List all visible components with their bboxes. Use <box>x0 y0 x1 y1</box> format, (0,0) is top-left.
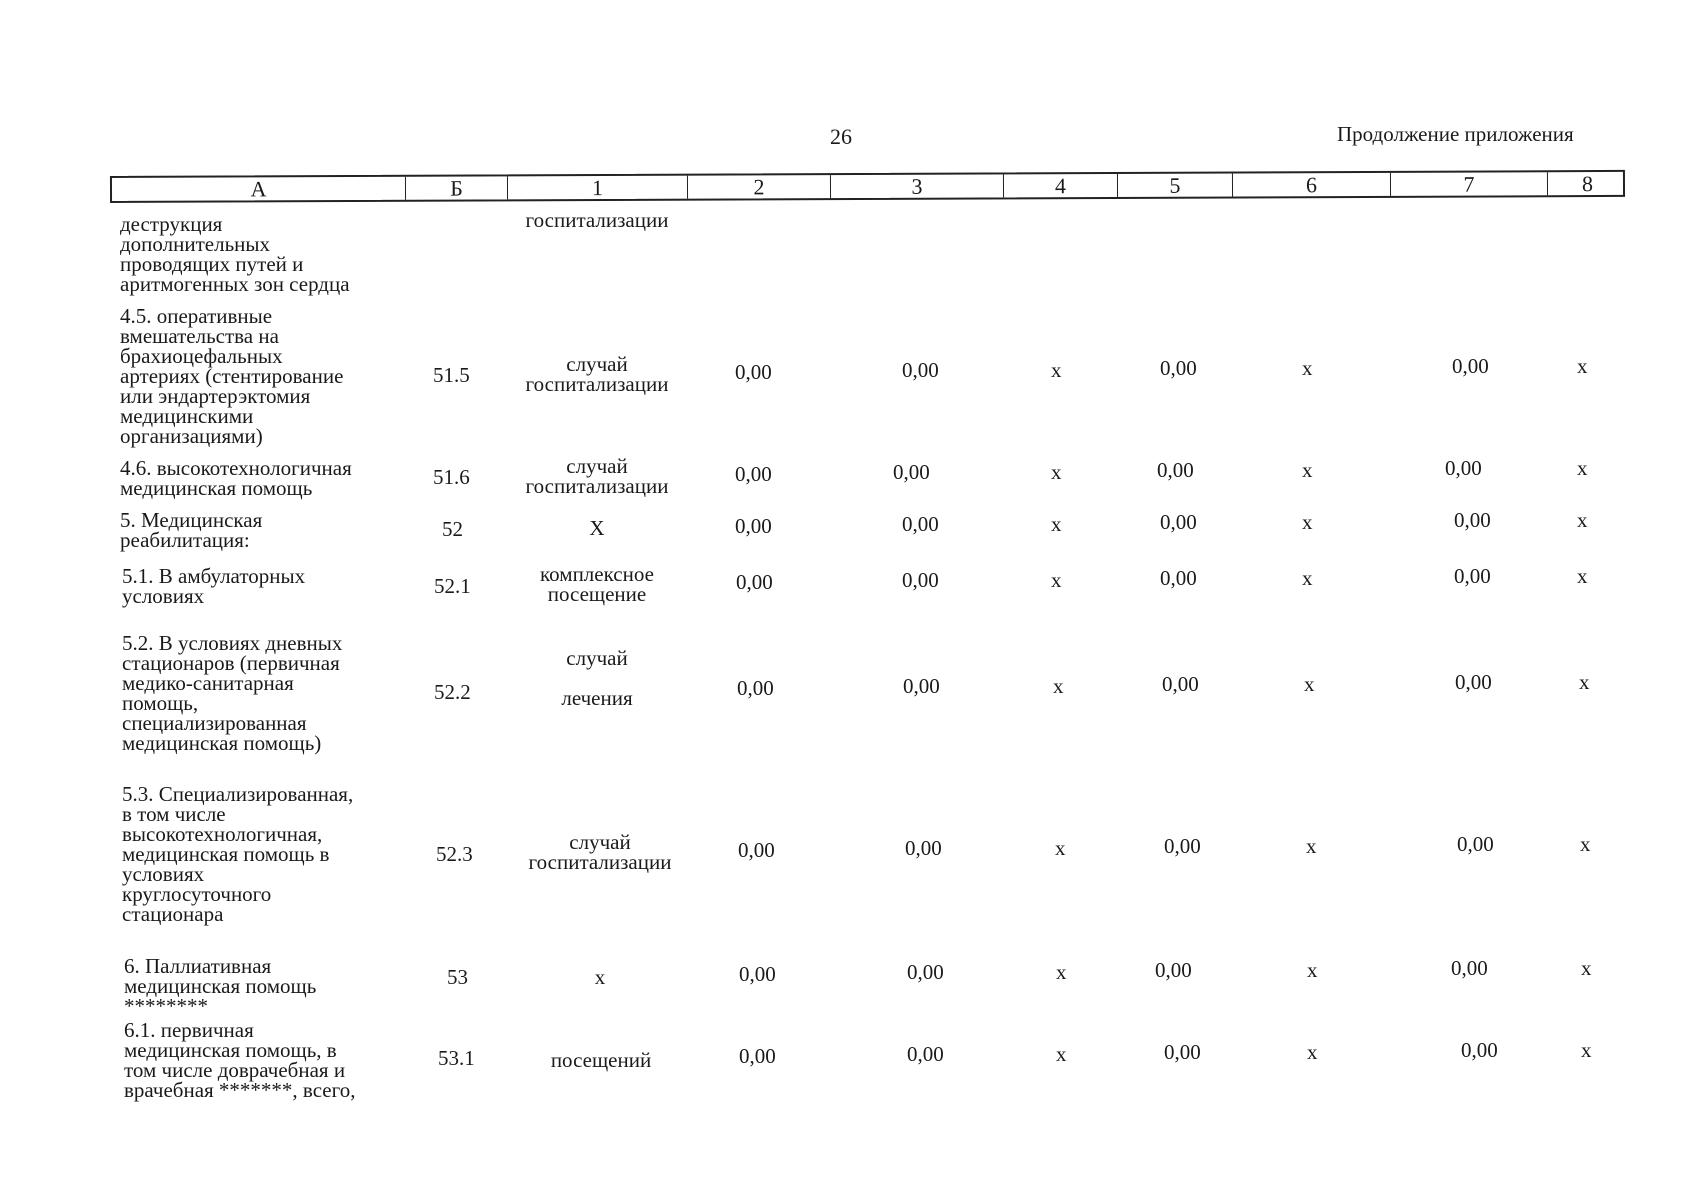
row-unit: случай лечения <box>561 646 633 710</box>
row-col-7: 0,00 <box>1451 956 1488 980</box>
row-col-5: 0,00 <box>1160 566 1197 590</box>
row-col-2: 0,00 <box>737 676 774 700</box>
row-code: 51.6 <box>433 465 470 489</box>
row-label: 5.2. В условиях дневных стационаров (первичная медико-санитарная помощь, специализированная медицинская помощь) <box>122 631 343 755</box>
row-label: 5. Медицинская реабилитация: <box>120 508 263 552</box>
row-label: 4.6. высокотехнологичная медицинская помощь <box>120 456 352 500</box>
row-unit: комплексное посещение <box>540 562 654 606</box>
header-cell-2: 2 <box>687 175 830 199</box>
row-col-5: 0,00 <box>1162 672 1199 696</box>
row-code: 52.2 <box>434 680 471 704</box>
row-col-8: х <box>1577 564 1588 588</box>
row-col-7: 0,00 <box>1461 1038 1498 1062</box>
row-col-5: 0,00 <box>1157 458 1194 482</box>
row-unit: случай госпитализации <box>525 352 669 396</box>
row-col-7: 0,00 <box>1457 832 1494 856</box>
row-code: 53.1 <box>438 1046 475 1070</box>
row-col-3: 0,00 <box>902 358 939 382</box>
row-col-7: 0,00 <box>1452 354 1489 378</box>
header-cell-a: А <box>250 175 267 201</box>
row-col-6: х <box>1302 458 1313 482</box>
row-col-6: х <box>1306 834 1317 858</box>
row-col-5: 0,00 <box>1160 510 1197 534</box>
row-label: 6.1. первичная медицинская помощь, в том числе доврачебная и врачебная *******, всего, <box>124 1018 356 1102</box>
header-cell-1: 1 <box>507 176 687 200</box>
row-col-8: х <box>1581 1038 1592 1062</box>
row-col-7: 0,00 <box>1455 670 1492 694</box>
row-unit: случай госпитализации <box>525 454 669 498</box>
row-col-3: 0,00 <box>907 1042 944 1066</box>
row-label: 5.3. Специализированная, в том числе высокотехнологичная, медицинская помощь в условиях круглосуточного стационара <box>122 782 354 926</box>
row-col-4: х <box>1055 836 1066 860</box>
header-cell-8: 8 <box>1547 172 1627 195</box>
row-col-4: х <box>1053 674 1064 698</box>
row-col-4: х <box>1051 512 1062 536</box>
row-label: деструкция дополнительных проводящих путей и аритмогенных зон сердца <box>120 212 350 296</box>
row-col-2: 0,00 <box>735 360 772 384</box>
row-col-7: 0,00 <box>1445 456 1482 480</box>
row-col-4: х <box>1051 460 1062 484</box>
row-col-4: х <box>1056 960 1067 984</box>
row-col-6: х <box>1302 356 1313 380</box>
row-col-6: х <box>1307 958 1318 982</box>
row-code: 52 <box>442 517 463 541</box>
row-col-6: х <box>1307 1040 1318 1064</box>
header-cell-3: 3 <box>830 174 1003 198</box>
row-col-5: 0,00 <box>1164 1040 1201 1064</box>
row-unit: х <box>594 965 606 989</box>
row-unit: госпитализации <box>525 208 669 232</box>
row-col-7: 0,00 <box>1454 508 1491 532</box>
row-label: 4.5. оперативные вмешательства на брахиоцефальных артериях (стентирование или эндартерэктомия медицинскими организациями) <box>120 304 344 448</box>
row-code: 52.1 <box>434 574 471 598</box>
row-col-8: х <box>1580 832 1591 856</box>
row-col-4: х <box>1051 358 1062 382</box>
row-col-5: 0,00 <box>1155 958 1192 982</box>
row-code: 53 <box>447 965 468 989</box>
row-col-6: х <box>1302 566 1313 590</box>
page-number: 26 <box>830 124 852 149</box>
row-col-8: х <box>1579 670 1590 694</box>
row-label: 6. Паллиативная медицинская помощь ******** <box>124 954 317 1018</box>
row-col-2: 0,00 <box>735 514 772 538</box>
row-col-2: 0,00 <box>739 1044 776 1068</box>
row-col-5: 0,00 <box>1160 356 1197 380</box>
row-col-3: 0,00 <box>893 460 930 484</box>
row-label: 5.1. В амбулаторных условиях <box>122 564 306 608</box>
row-col-8: х <box>1577 508 1588 532</box>
row-col-2: 0,00 <box>738 838 775 862</box>
row-col-6: х <box>1304 672 1315 696</box>
header-cell-4: 4 <box>1003 174 1117 197</box>
header-cell-5: 5 <box>1117 173 1232 196</box>
row-col-3: 0,00 <box>905 836 942 860</box>
row-col-7: 0,00 <box>1454 564 1491 588</box>
row-col-2: 0,00 <box>739 962 776 986</box>
row-col-8: х <box>1581 956 1592 980</box>
row-unit: случай госпитализации <box>528 830 672 874</box>
row-code: 51.5 <box>433 363 470 387</box>
row-col-2: 0,00 <box>735 462 772 486</box>
header-cell-7: 7 <box>1390 172 1547 196</box>
row-col-4: х <box>1056 1042 1067 1066</box>
table-header-row <box>110 170 1625 203</box>
row-col-3: 0,00 <box>902 512 939 536</box>
row-unit: Х <box>589 516 605 540</box>
row-col-8: х <box>1577 354 1588 378</box>
appendix-continuation-note: Продолжение приложения <box>1337 122 1574 146</box>
row-unit: посещений <box>550 1048 652 1072</box>
row-col-6: х <box>1302 510 1313 534</box>
header-cell-b: Б <box>405 176 507 199</box>
row-col-8: х <box>1577 456 1588 480</box>
row-col-2: 0,00 <box>736 570 773 594</box>
header-cell-6: 6 <box>1232 173 1390 197</box>
row-col-3: 0,00 <box>902 568 939 592</box>
row-col-5: 0,00 <box>1164 834 1201 858</box>
row-col-3: 0,00 <box>907 960 944 984</box>
row-col-4: х <box>1051 568 1062 592</box>
row-col-3: 0,00 <box>903 674 940 698</box>
row-code: 52.3 <box>436 842 473 866</box>
